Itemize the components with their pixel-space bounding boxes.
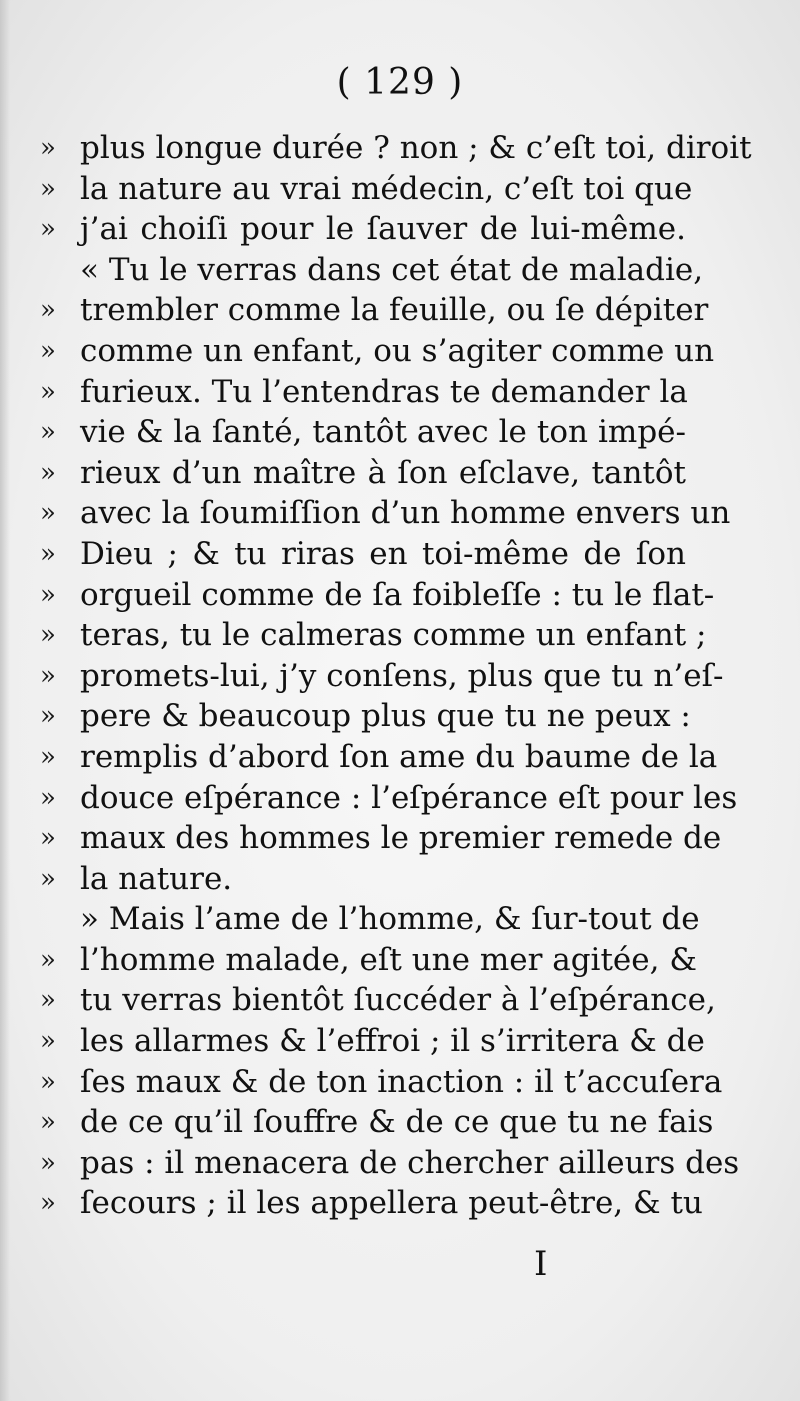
quote-marker: » <box>40 1026 56 1057</box>
quote-marker: » <box>40 741 56 772</box>
text-line <box>40 209 686 250</box>
text-line <box>40 656 724 697</box>
text-line <box>40 128 752 169</box>
line-text: vie & la ſanté, tantôt avec le ton impé- <box>80 414 686 451</box>
text-line <box>40 250 704 291</box>
line-text: les allarmes & l’effroi ; il s’irritera & de <box>80 1023 705 1060</box>
text-line <box>40 169 693 210</box>
text-line <box>40 1143 740 1184</box>
quote-marker: » <box>40 701 56 732</box>
line-text: « Tu le verras dans cet état de maladie, <box>80 251 704 288</box>
text-line <box>40 331 715 372</box>
text-line <box>40 372 688 413</box>
text-line <box>40 1062 723 1103</box>
text-line <box>40 1183 703 1224</box>
text-line <box>40 737 718 778</box>
quote-marker: » <box>40 457 56 488</box>
line-text: la nature au vrai médecin, c’eſt toi que <box>80 170 693 207</box>
line-text: teras, tu le calmeras comme un enfant ; <box>80 617 707 654</box>
line-text: Dieu ; & tu riras en toi-même de ſon <box>80 535 686 572</box>
quote-marker: » <box>40 214 56 245</box>
line-text: orgueil comme de ſa foibleſſe : tu le flat- <box>80 576 715 613</box>
line-text: trembler comme la feuille, ou ſe dépiter <box>80 292 709 329</box>
text-line <box>40 493 731 534</box>
quote-marker: » <box>40 1147 56 1178</box>
text-line <box>40 859 650 900</box>
quote-marker: » <box>40 863 56 894</box>
quote-marker: » <box>40 1066 56 1097</box>
quote-marker: » <box>40 985 56 1016</box>
line-text: ſes maux & de ton inaction : il t’accuſera <box>80 1063 723 1100</box>
line-text: avec la ſoumiſſion d’un homme envers un <box>80 495 731 532</box>
text-line <box>40 980 716 1021</box>
line-text: » Mais l’ame de l’homme, & ſur-tout de <box>80 901 700 938</box>
page-gutter-shadow <box>0 0 10 1401</box>
line-text: ſecours ; il les appellera peut-être, & tu <box>80 1185 703 1222</box>
quote-marker: » <box>40 579 56 610</box>
quote-marker: » <box>40 620 56 651</box>
line-text: plus longue durée ? non ; & c’eſt toi, diroit <box>80 130 752 166</box>
quote-marker: » <box>40 133 56 163</box>
line-text: comme un enfant, ou s’agiter comme un <box>80 332 715 369</box>
text-line <box>40 899 700 940</box>
quote-marker: » <box>40 1107 56 1138</box>
line-text: furieux. Tu l’entendras te demander la <box>80 373 688 410</box>
line-text: promets-lui, j’y conſens, plus que tu n’eſ- <box>80 657 724 694</box>
line-text: douce eſpérance : l’eſpérance eſt pour les <box>80 779 738 816</box>
line-text: de ce qu’il ſouffre & de ce que tu ne fais <box>80 1104 714 1141</box>
line-text: pere & beaucoup plus que tu ne peux : <box>80 698 691 735</box>
text-line <box>40 778 738 819</box>
quote-marker: » <box>40 376 56 407</box>
quote-marker: » <box>40 498 56 529</box>
line-text: j’ai choiſi pour le ſauver de lui-même. <box>80 211 686 248</box>
line-text: remplis d’abord ſon ame du baume de la <box>80 738 718 775</box>
text-line <box>40 818 722 859</box>
quote-marker: » <box>40 1188 56 1219</box>
quote-marker: » <box>40 173 56 204</box>
quote-marker: » <box>40 660 56 691</box>
line-text: l’homme malade, eſt une mer agitée, & <box>80 941 697 978</box>
line-text: la nature. <box>80 860 233 897</box>
quote-marker: » <box>40 823 56 854</box>
signature-mark: I <box>534 1244 548 1284</box>
body-text <box>40 128 752 1224</box>
text-line <box>40 412 686 453</box>
text-line <box>40 615 707 656</box>
line-text: rieux d’un maître à ſon eſclave, tantôt <box>80 454 686 491</box>
text-line <box>40 1102 714 1143</box>
text-line <box>40 575 715 616</box>
text-line <box>40 453 686 494</box>
quote-marker: » <box>40 944 56 975</box>
line-text: maux des hommes le premier remede de <box>80 820 722 857</box>
quote-marker: » <box>40 538 56 569</box>
text-line <box>40 696 691 737</box>
quote-marker: » <box>40 335 56 366</box>
line-text: tu verras bientôt ſuccéder à l’eſpérance, <box>80 982 716 1019</box>
text-line <box>40 534 686 575</box>
quote-marker: » <box>40 782 56 813</box>
text-line <box>40 290 709 331</box>
page-number: ( 129 ) <box>336 62 464 103</box>
line-text: pas : il menacera de chercher ailleurs des <box>80 1144 740 1181</box>
quote-marker: » <box>40 295 56 326</box>
quote-marker: » <box>40 417 56 448</box>
text-line <box>40 940 697 981</box>
text-line <box>40 1021 705 1062</box>
